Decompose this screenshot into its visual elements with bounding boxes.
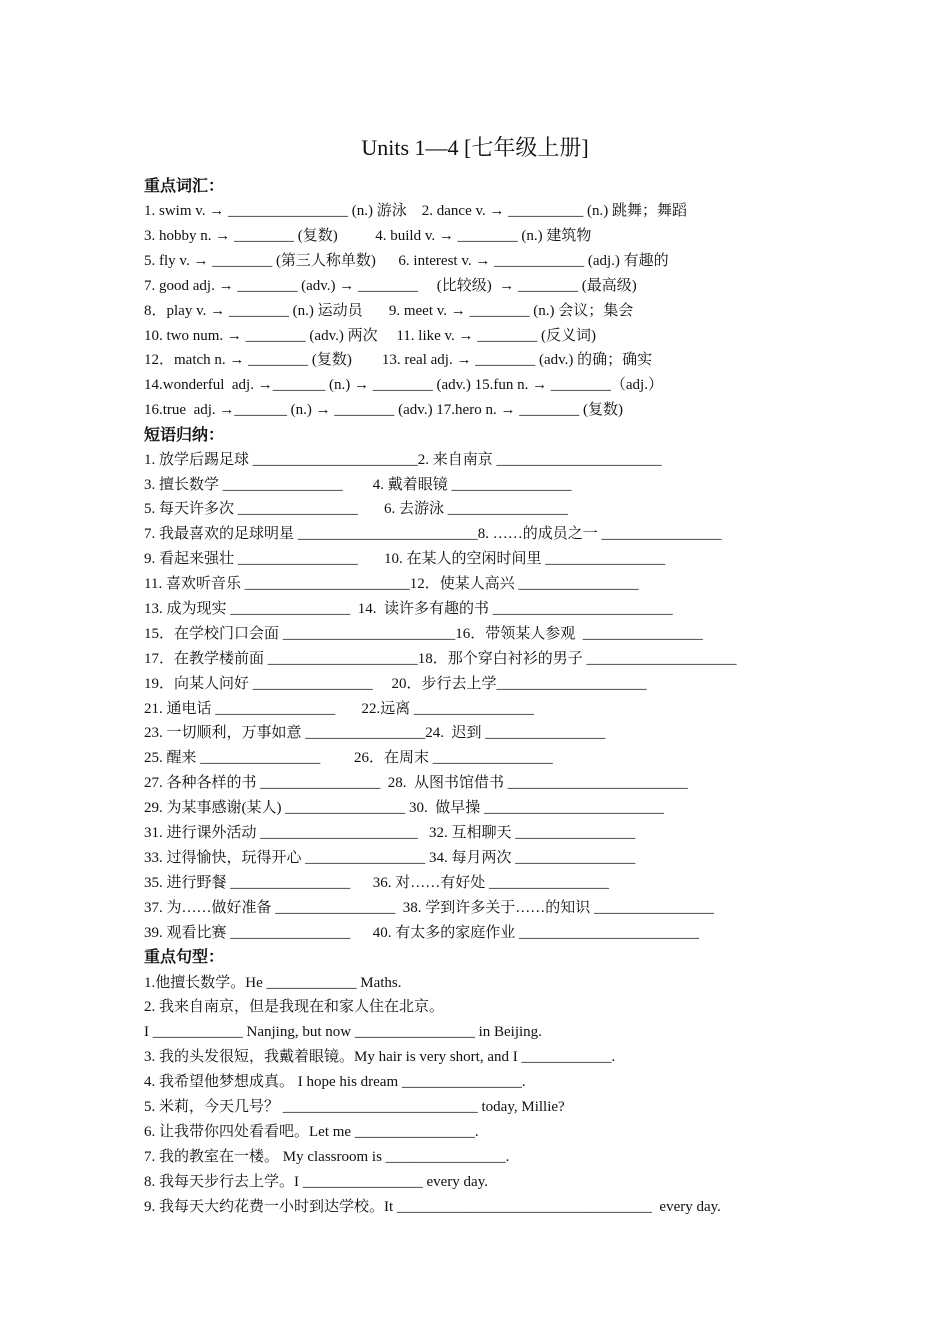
phrase-line: 35. 进行野餐 ________________ 36. 对……有好处 ________________ xyxy=(144,875,610,891)
phrase-line: 3. 擅长数学 ________________ 4. 戴着眼镜 ________________ xyxy=(144,477,572,493)
phrase-line: 1. 放学后踢足球 ______________________2. 来自南京 ______________________ xyxy=(144,452,662,468)
sentence-line: 3. 我的头发很短，我戴着眼镜。My hair is very short, and I ____________. xyxy=(144,1049,616,1065)
phrase-line: 5. 每天许多次 ________________ 6. 去游泳 ________________ xyxy=(144,501,568,517)
vocab-line: 3. hobby n. → ________ (复数) 4. build v. → ________ (n.) 建筑物 xyxy=(144,228,592,244)
vocab-line: 10. two num. → ________ (adv.) 两次 11. like v. → ________ (反义词) xyxy=(144,328,597,344)
phrase-line: 29. 为某事感谢(某人) ________________ 30. 做早操 ________________________ xyxy=(144,800,664,816)
sentence-line: 5. 米莉，今天几号？ __________________________ today, Millie? xyxy=(144,1099,565,1115)
phrase-line: 19．向某人问好 ________________ 20．步行去上学____________________ xyxy=(144,676,647,692)
vocab-line: 12．match n. → ________ (复数) 13. real adj. → ________ (adv.) 的确；确实 xyxy=(144,352,653,368)
vocab-line: 1. swim v. → ________________ (n.) 游泳 2. dance v. → __________ (n.) 跳舞；舞蹈 xyxy=(144,203,688,219)
phrase-line: 33. 过得愉快，玩得开心 ________________ 34. 每月两次 ________________ xyxy=(144,850,636,866)
vocab-heading: 重点词汇： xyxy=(144,178,225,195)
sentence-line: 6. 让我带你四处看看吧。Let me ________________. xyxy=(144,1124,479,1140)
sentence-line: 7. 我的教室在一楼。 My classroom is ________________. xyxy=(144,1149,510,1165)
phrase-line: 9. 看起来强壮 ________________ 10. 在某人的空闲时间里 ________________ xyxy=(144,551,666,567)
phrase-line: 39. 观看比赛 ________________ 40. 有太多的家庭作业 ________________________ xyxy=(144,925,700,941)
vocab-line: 7. good adj. → ________ (adv.) → ________ (比较级) → ________ (最高级) xyxy=(144,278,637,294)
phrase-line: 23. 一切顺利，万事如意 ________________24. 迟到 ________________ xyxy=(144,725,606,741)
phrase-line: 25. 醒来 ________________ 26．在周末 ________________ xyxy=(144,750,553,766)
phrase-line: 27. 各种各样的书 ________________ 28. 从图书馆借书 ________________________ xyxy=(144,775,688,791)
sentence-line: I ____________ Nanjing, but now ________________ in Beijing. xyxy=(144,1024,542,1040)
document-title: Units 1—4 [七年级上册] xyxy=(361,135,589,160)
phrase-line: 31. 进行课外活动 _____________________ 32. 互相聊天 ________________ xyxy=(144,825,636,841)
phrases-heading: 短语归纳： xyxy=(144,427,225,444)
phrase-line: 7. 我最喜欢的足球明星 ________________________8. ……的成员之一 ________________ xyxy=(144,526,722,542)
phrase-line: 21. 通电话 ________________ 22.远离 ________________ xyxy=(144,701,535,717)
sentence-line: 9. 我每天大约花费一小时到达学校。It __________________________________ every day. xyxy=(144,1199,721,1215)
sentences-heading: 重点句型： xyxy=(144,949,225,966)
vocab-line: 16.true adj. →_______ (n.) → ________ (adv.) 17.hero n. → ________ (复数) xyxy=(144,402,623,418)
sentence-line: 4. 我希望他梦想成真。 I hope his dream ________________. xyxy=(144,1074,526,1090)
phrase-line: 15．在学校门口会面 _______________________16．带领某人参观 ________________ xyxy=(144,626,703,642)
vocab-line: 14.wonderful adj. →_______ (n.) → ________ (adv.) 15.fun n. → ________（adj.） xyxy=(144,377,663,393)
phrase-line: 13. 成为现实 ________________ 14. 读许多有趣的书 ________________________ xyxy=(144,601,673,617)
vocab-line: 5. fly v. → ________ (第三人称单数) 6. interest v. → ____________ (adj.) 有趣的 xyxy=(144,253,669,269)
vocab-line: 8．play v. → ________ (n.) 运动员 9. meet v. → ________ (n.) 会议；集会 xyxy=(144,303,634,319)
phrase-line: 37. 为……做好准备 ________________ 38. 学到许多关于……的知识 ________________ xyxy=(144,900,715,916)
sentence-line: 8. 我每天步行去上学。I ________________ every day. xyxy=(144,1174,488,1190)
phrase-line: 17．在教学楼前面 ____________________18．那个穿白衬衫的男子 ____________________ xyxy=(144,651,737,667)
phrase-line: 11. 喜欢听音乐 ______________________12．使某人高兴 ________________ xyxy=(144,576,639,592)
sentence-line: 1.他擅长数学。He ____________ Maths. xyxy=(144,975,402,991)
sentence-line: 2. 我来自南京，但是我现在和家人住在北京。 xyxy=(144,999,445,1015)
